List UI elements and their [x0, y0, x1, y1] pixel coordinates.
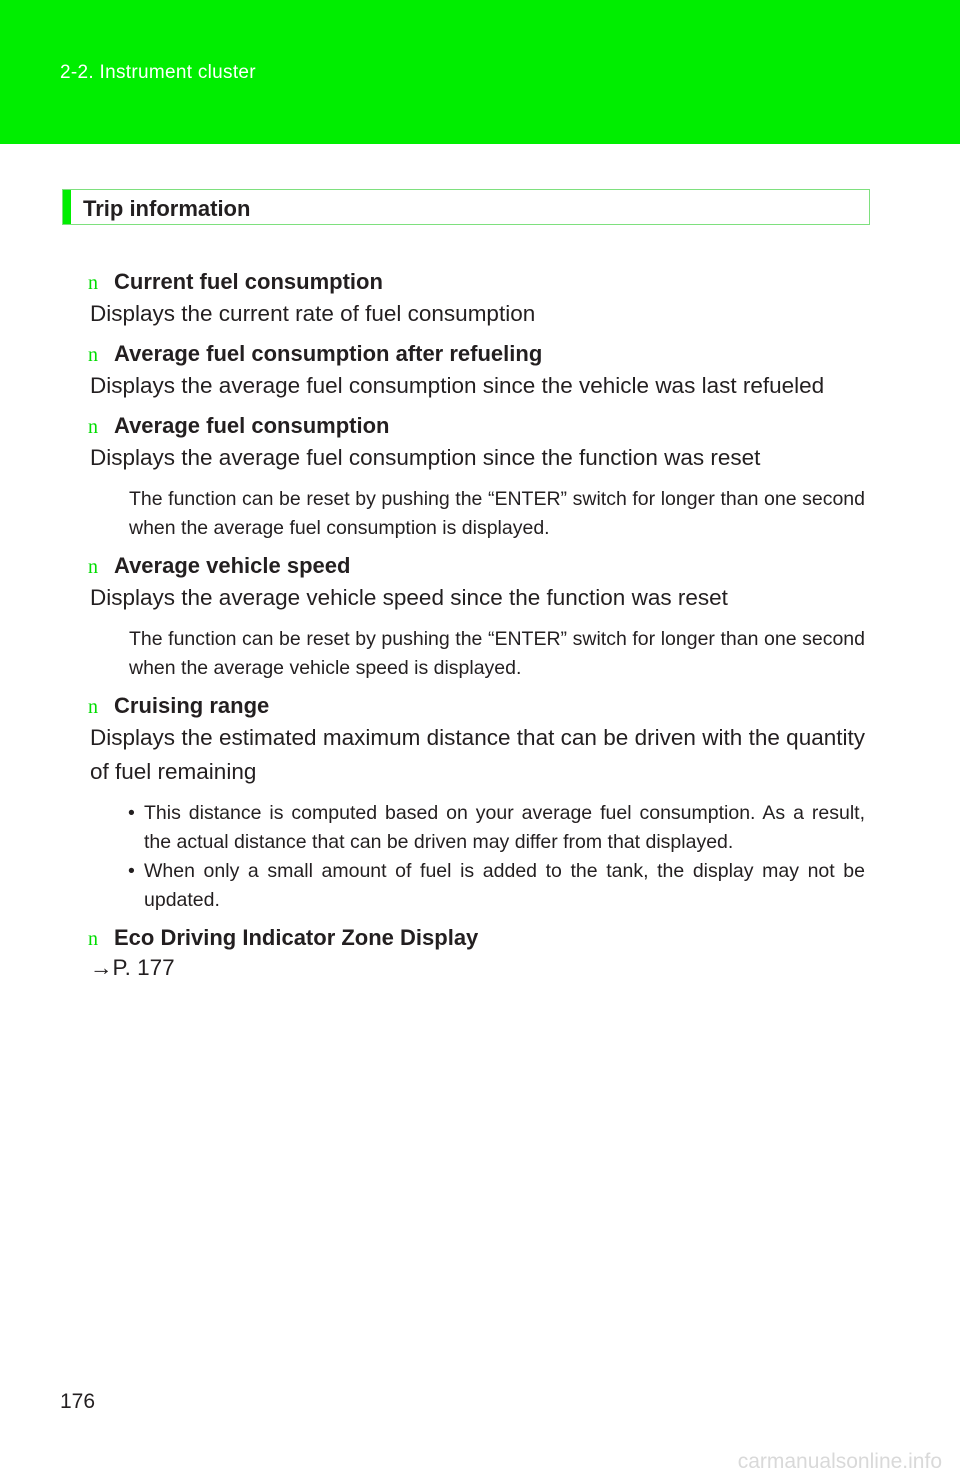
bullet-icon: n	[88, 928, 98, 950]
watermark: carmanualsonline.info	[737, 1450, 942, 1473]
item-title: Eco Driving Indicator Zone Display	[114, 925, 479, 950]
page-number: 176	[60, 1390, 96, 1413]
bullet-icon: n	[88, 696, 98, 718]
item-description: Displays the average fuel consumption since the function was reset	[90, 445, 761, 470]
list-item: • This distance is computed based on your average fuel consumption. As a result, the actual distance that can be driven may differ from that displayed.	[128, 799, 865, 857]
item-description: Displays the current rate of fuel consumption	[90, 301, 536, 326]
bullet-dot-icon: •	[128, 860, 135, 882]
bullet-icon: n	[88, 344, 98, 366]
item-note: The function can be reset by pushing the “ENTER” switch for longer than one second when the average vehicle speed is displayed.	[129, 628, 865, 679]
section-title: Trip information	[83, 196, 251, 221]
item-description: Displays the estimated maximum distance that can be driven with the quantity of fuel remaining	[90, 725, 865, 784]
list-item: • When only a small amount of fuel is added to the tank, the display may not be updated.	[128, 857, 865, 915]
page-reference-link[interactable]: →P. 177	[90, 955, 175, 980]
item-average-fuel	[90, 413, 865, 543]
bullet-icon: n	[88, 416, 98, 438]
item-cruising-range	[90, 693, 865, 915]
bullet-icon: n	[88, 556, 98, 578]
item-average-fuel-after-refueling	[90, 341, 865, 403]
header-band	[0, 0, 960, 144]
item-title: Average fuel consumption after refueling	[114, 341, 543, 366]
item-title: Average vehicle speed	[114, 553, 351, 578]
content	[90, 265, 865, 985]
chapter-label: 2-2. Instrument cluster	[60, 62, 256, 83]
item-description: Displays the average vehicle speed since the function was reset	[90, 585, 728, 610]
section-title-bar	[62, 189, 870, 225]
item-title: Average fuel consumption	[114, 413, 390, 438]
bullet-icon: n	[88, 272, 98, 294]
item-title: Current fuel consumption	[114, 269, 383, 294]
item-average-speed	[90, 553, 865, 683]
item-current-fuel	[90, 269, 865, 331]
section-accent	[63, 190, 71, 224]
item-note: The function can be reset by pushing the “ENTER” switch for longer than one second when the average fuel consumption is displayed.	[129, 488, 865, 539]
bullet-dot-icon: •	[128, 802, 135, 824]
note-list	[128, 799, 865, 915]
item-description: Displays the average fuel consumption since the vehicle was last refueled	[90, 373, 825, 398]
item-eco-driving	[90, 925, 865, 985]
item-title: Cruising range	[114, 693, 270, 718]
